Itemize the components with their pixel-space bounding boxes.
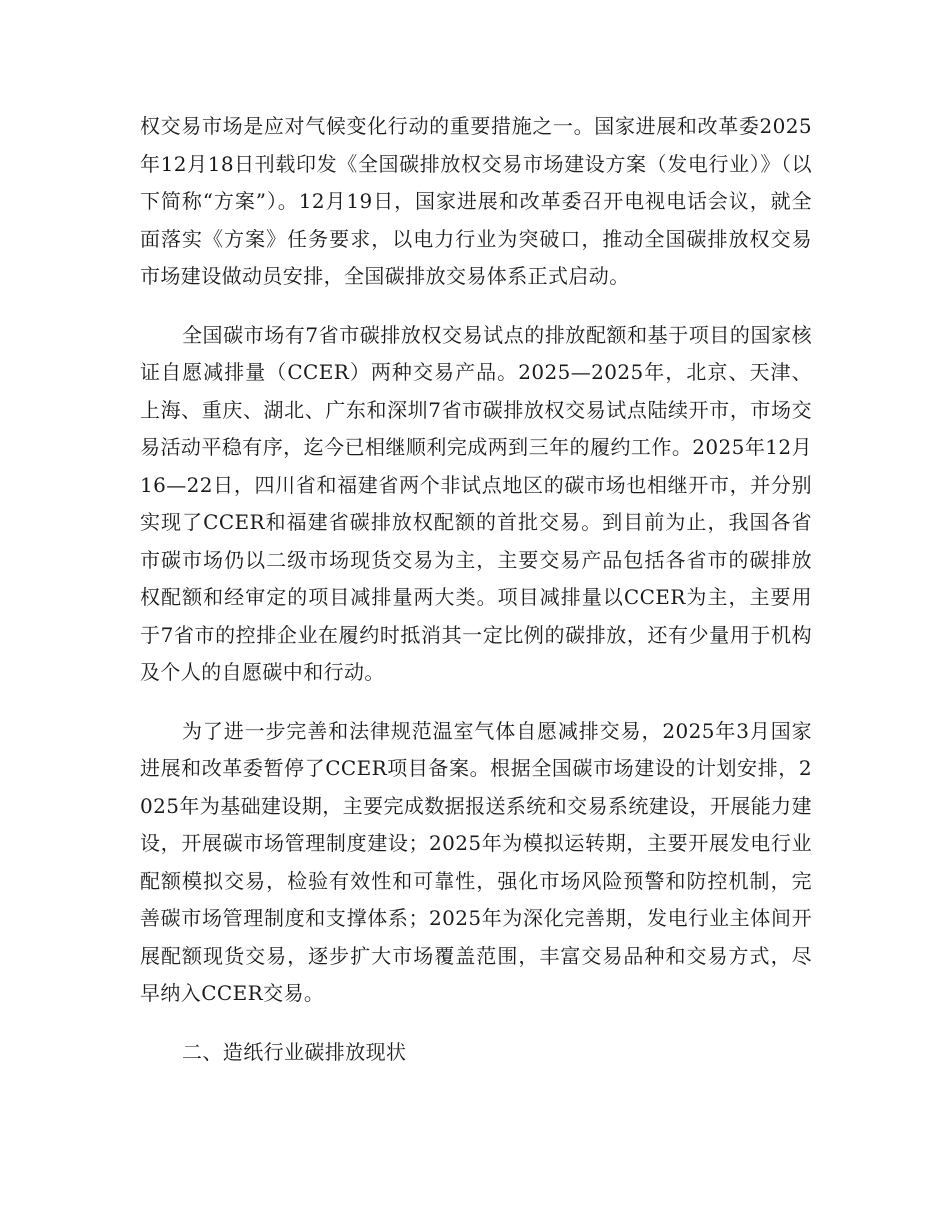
paragraph-carbon-market-products: 全国碳市场有7省市碳排放权交易试点的排放配额和基于项目的国家核证自愿减排量（CCER）两种交易产品。2025—2025年，北京、天津、上海、重庆、湖北、广东和深圳7省市碳排放权交易试点陆续开市，市场交易活动平稳有序，迄今已相继顺利完成两到三年的履约工作。2025年12月16—22日，四川省和福建省两个非试点地区的碳市场也相继开市，并分别实现了CCER和福建省碳排放权配额的首批交易。到目前为止，我国各省市碳市场仍以二级市场现货交易为主，主要交易产品包括各省市的碳排放权配额和经审定的项目减排量两大类。项目减排量以CCER为主，主要用于7省市的控排企业在履约时抵消其一定比例的碳排放，还有少量用于机构及个人的自愿碳中和行动。 xyxy=(140,322,812,684)
paragraph-intro: 权交易市场是应对气候变化行动的重要措施之一。国家进展和改革委2025年12月18日刊载印发《全国碳排放权交易市场建设方案（发电行业）》（以下简称“方案”）。12月19日，国家进展和改革委召开电视电话会议，就全面落实《方案》任务要求，以电力行业为突破口，推动全国碳排放权交易市场建设做动员安排，全国碳排放交易体系正式启动。 xyxy=(140,114,812,288)
document-body xyxy=(140,108,812,1071)
paragraph-ccer-plan: 为了进一步完善和法律规范温室气体自愿减排交易，2025年3月国家进展和改革委暂停了CCER项目备案。根据全国碳市场建设的计划安排，2025年为基础建设期，主要完成数据报送系统和交易系统建设，开展能力建设，开展碳市场管理制度建设；2025年为模拟运转期，主要开展发电行业配额模拟交易，检验有效性和可靠性，强化市场风险预警和防控机制，完善碳市场管理制度和支撑体系；2025年为深化完善期，发电行业主体间开展配额现货交易，逐步扩大市场覆盖范围，丰富交易品种和交易方式，尽早纳入CCER交易。 xyxy=(140,718,812,1005)
section-heading: 二、造纸行业碳排放现状 xyxy=(182,1039,407,1064)
